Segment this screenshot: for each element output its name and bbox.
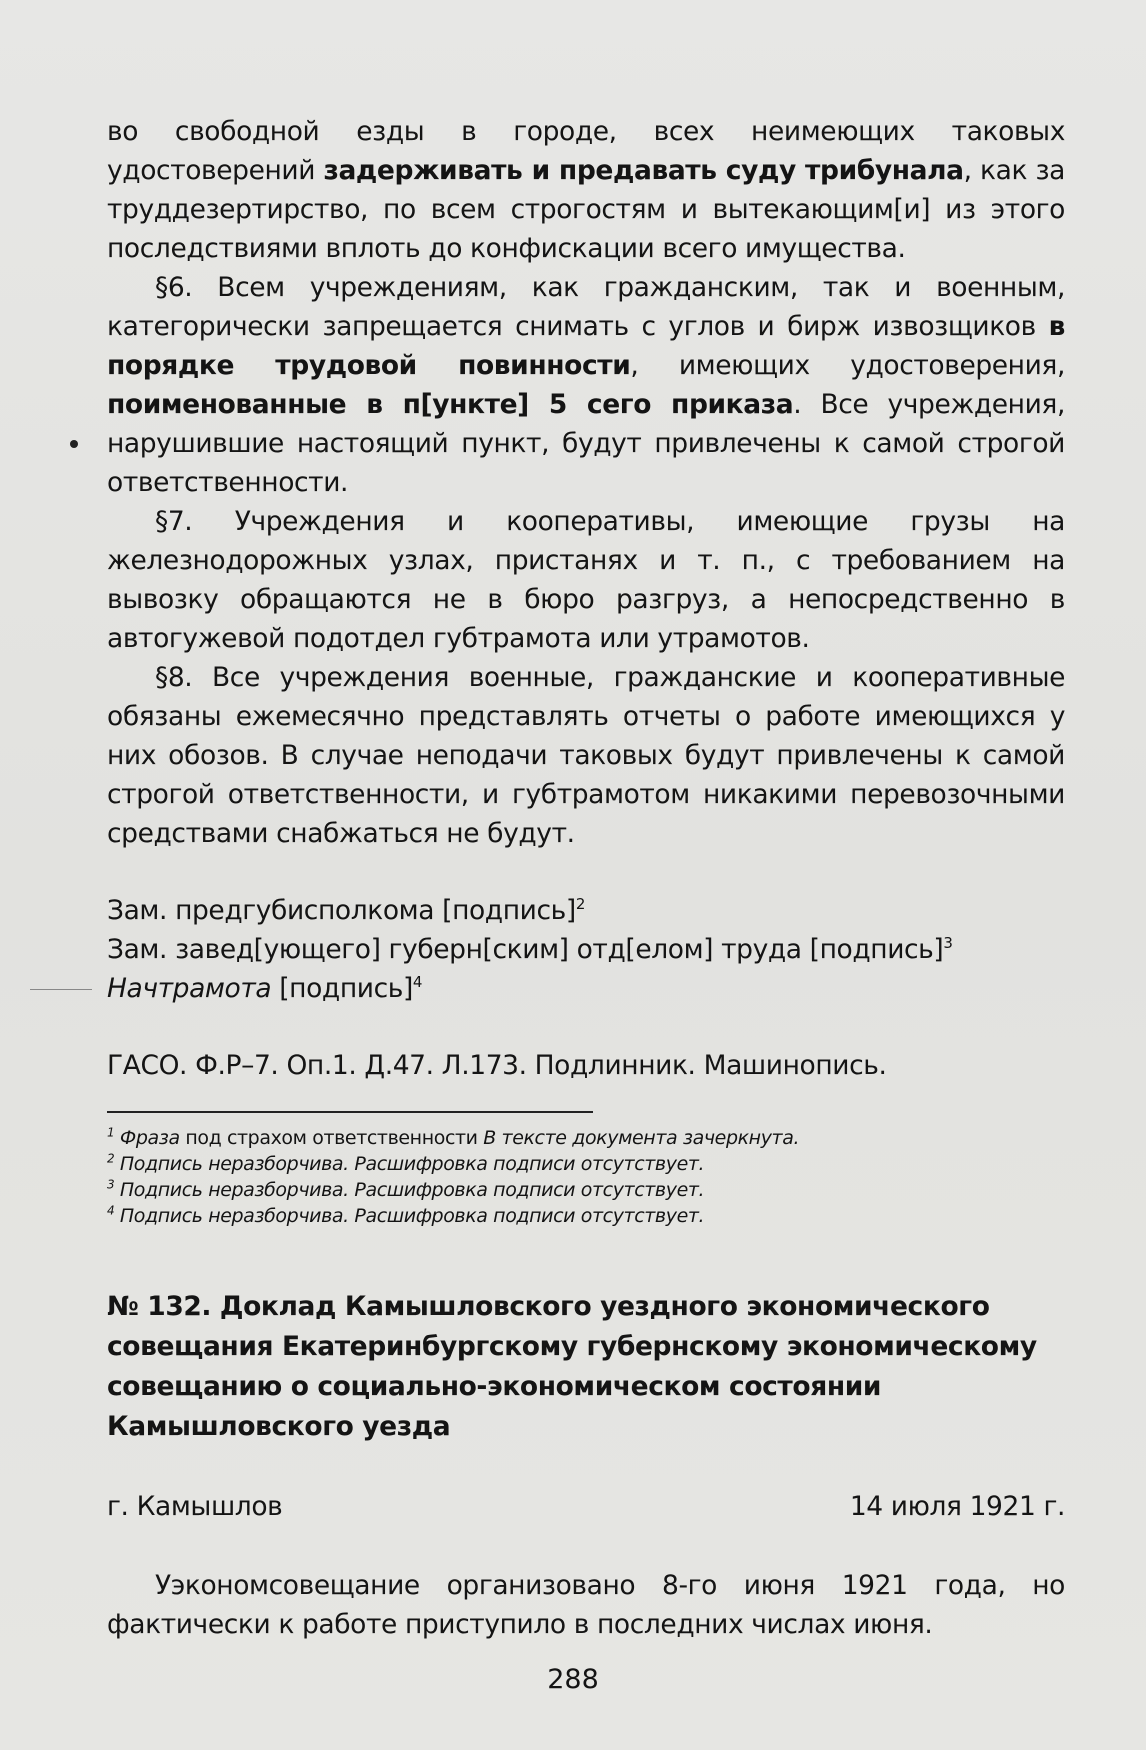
dateline	[107, 1487, 1065, 1526]
paragraph-6: §6. Всем учреждениям, как гражданским, так и военным, категорически запрещается снимать с углов и бирж извозщиков в порядке трудовой повинности, имеющих удостоверения, поименованные в п[ункте] 5 сего приказа. Все учреждения, нарушившие настоящий пункт, будут привлечены к самой строгой ответственности.	[107, 272, 1065, 498]
footnote: $^3$ Подпись неразборчива. Расшифровка подписи отсутствует.	[107, 1177, 705, 1201]
place: г. Камышлов	[107, 1491, 283, 1522]
document-heading: № 132. Доклад Камышловского уездного экономического совещания Екатеринбургскому губернскому экономическому совещанию о социально-экономическом состоянии Камышловского уезда	[107, 1291, 1037, 1442]
paragraph-continuation: во свободной езды в городе, всех неимеющих таковых удостоверений задерживать и предавать суду трибунала, как за труддезертирство, по всем строгостям и вытекающим[и] из этого последствиями вплоть до конфискации всего имущества.	[107, 116, 1065, 264]
footnote: $^4$ Подпись неразборчива. Расшифровка подписи отсутствует.	[107, 1203, 705, 1227]
archive-reference: ГАСО. Ф.Р–7. Оп.1. Д.47. Л.173. Подлинник. Машинопись.	[107, 1050, 887, 1081]
signature-line: Зам. предгубисполкома [подпись]$^2$	[107, 895, 585, 926]
report-body: Уэкономсовещание организовано 8-го июня 1921 года, но фактически к работе приступило в последних числах июня.	[107, 1570, 1065, 1640]
page-text	[107, 112, 1065, 1644]
footnote-divider	[107, 1111, 593, 1113]
signature-line: Начтрамота [подпись]$^4$	[107, 973, 423, 1004]
signature-line: Зам. завед[ующего] губерн[ским] отд[елом] труда [подпись]$^3$	[107, 934, 953, 965]
paragraph-8: §8. Все учреждения военные, гражданские и кооперативные обязаны ежемесячно представлять отчеты о работе имеющихся у них обозов. В случае неподачи таковых будут привлечены к самой строгой ответственности, и губтрамотом никакими перевозочными средствами снабжаться не будут.	[107, 662, 1065, 849]
footnote: $^1$ Фраза под страхом ответственности В тексте документа зачеркнута.	[107, 1125, 800, 1149]
paragraph-7: §7. Учреждения и кооперативы, имеющие грузы на железнодорожных узлах, пристанях и т. п., с требованием на вывозку обращаются не в бюро разгруз, а непосредственно в автогужевой подотдел губтрамота или утрамотов.	[107, 506, 1065, 654]
footnote: $^2$ Подпись неразборчива. Расшифровка подписи отсутствует.	[107, 1151, 705, 1175]
footnotes	[107, 1125, 1065, 1229]
page-number: 288	[547, 1664, 599, 1695]
margin-dot	[70, 440, 78, 448]
margin-line	[30, 989, 92, 990]
date: 14 июля 1921 г.	[849, 1491, 1065, 1522]
